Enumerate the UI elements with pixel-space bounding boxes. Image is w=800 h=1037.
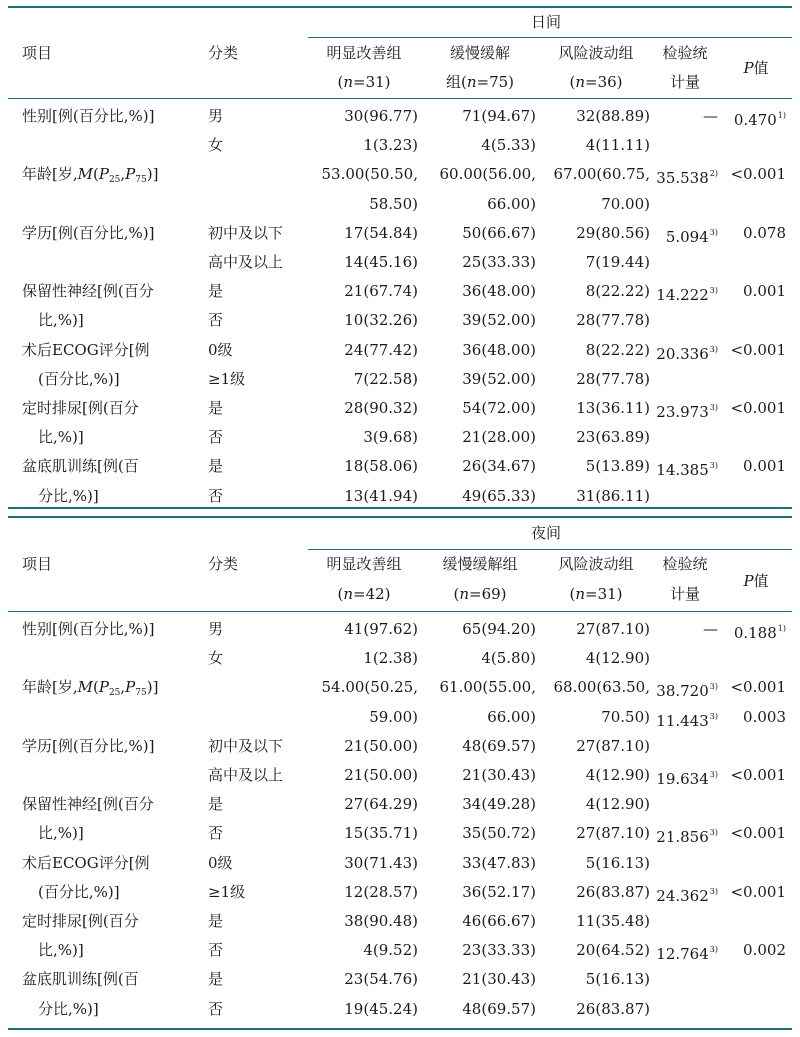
row-p: 0.470$^{1)}$ [733, 111, 786, 129]
row-item: 学历[例(百分比,%)] [22, 223, 155, 242]
row-category: 0级 [208, 340, 233, 359]
row-g1: 21(50.00) [344, 736, 418, 755]
row-category: 否 [208, 941, 224, 960]
header-g3: 风险波动组 [558, 555, 634, 573]
row-p: 0.003 [743, 707, 786, 726]
row-item: 定时排尿[例(百分 [22, 399, 139, 417]
nighttime-table [8, 516, 792, 1030]
row-g2: 54(72.00) [462, 399, 536, 417]
footnote-marker: 1) [777, 624, 786, 633]
row-g3: 8(22.22) [585, 340, 650, 359]
row-category: 女 [208, 649, 224, 668]
row-category: 是 [208, 912, 224, 930]
group-header: 日间 [530, 13, 561, 31]
row-category: 否 [208, 824, 224, 843]
row-item-cont: 比,%)] [38, 428, 84, 447]
header-stat-2: 计量 [669, 73, 700, 91]
footnote-marker: 3) [709, 403, 718, 412]
row-g1: 19(45.24) [344, 999, 418, 1018]
row-g1: 15(35.71) [344, 824, 418, 843]
row-p: 0.078 [743, 223, 786, 242]
row-g2: 21(28.00) [462, 428, 536, 447]
row-item-cont: 比,%)] [38, 824, 84, 843]
row-p: <0.001 [730, 165, 786, 184]
row-g1: 53.00(50.50, [321, 165, 418, 184]
row-category: 是 [208, 795, 224, 814]
header-category: 分类 [208, 555, 239, 573]
row-g3: 13(36.11) [576, 399, 650, 417]
row-g3: 28(77.78) [576, 311, 650, 330]
row-g1: 1(3.23) [363, 136, 418, 155]
row-stat: — [703, 620, 718, 638]
row-p: 0.002 [743, 941, 786, 960]
row-g2: 39(52.00) [462, 311, 536, 330]
row-item: 盆底肌训练[例(百 [22, 970, 139, 989]
row-g3: 31(86.11) [576, 486, 650, 505]
top-rule [8, 6, 792, 8]
row-g3: 4(12.90) [585, 766, 650, 784]
row-g1: 28(90.32) [344, 399, 418, 417]
row-category: 0级 [208, 853, 233, 872]
row-stat: 19.634$^{3)}$ [656, 770, 718, 788]
row-p: <0.001 [730, 399, 786, 417]
row-category: 是 [208, 970, 224, 989]
row-p: 0.001 [743, 282, 786, 301]
row-stat: 20.336$^{3)}$ [656, 344, 718, 363]
row-g3: 20(64.52) [576, 941, 650, 960]
row-item-cont: 分比,%)] [38, 486, 99, 505]
header-p-value: P值 [743, 59, 769, 77]
row-g1: 10(32.26) [344, 311, 418, 330]
row-g2: 4(5.33) [481, 136, 536, 155]
header-g1-n: (n=31) [337, 73, 391, 91]
row-stat: 11.443$^{3)}$ [656, 711, 718, 730]
row-g1: 41(97.62) [344, 620, 418, 638]
row-item: 术后ECOG评分[例 [22, 340, 150, 359]
row-category: 是 [208, 282, 224, 301]
top-rule [8, 516, 792, 518]
row-g1: 14(45.16) [344, 253, 418, 271]
row-item: 性别[例(百分比,%)] [22, 107, 155, 125]
age-label: 年龄[岁$,M(P_{25},P_{75})$] [22, 678, 159, 698]
footnote-marker: 3) [709, 711, 718, 721]
footnote-marker: 3) [709, 227, 718, 237]
row-category: 高中及以上 [208, 253, 284, 271]
row-g1: 3(9.68) [363, 428, 418, 447]
row-stat: 24.362$^{3)}$ [656, 886, 718, 905]
footnote-marker: 2) [709, 169, 718, 179]
row-g3: 68.00(63.50, [553, 678, 650, 697]
row-g1: 24(77.42) [344, 340, 418, 359]
row-g2: 61.00(55.00, [439, 678, 536, 697]
row-category: 否 [208, 999, 224, 1018]
row-g1: 12(28.57) [344, 882, 418, 901]
header-g1-n: (n=42) [337, 585, 391, 603]
row-g3: 67.00(60.75, [553, 165, 650, 184]
row-g3: 28(77.78) [576, 369, 650, 388]
row-stat: 38.720$^{3)}$ [656, 682, 718, 701]
row-g2: 50(66.67) [462, 223, 536, 242]
row-g1: 21(67.74) [344, 282, 418, 301]
age-label: 年龄[岁$,M(P_{25},P_{75})$] [22, 165, 159, 185]
row-g3: 4(12.90) [585, 795, 650, 814]
row-g2: 35(50.72) [462, 824, 536, 843]
row-p: <0.001 [730, 766, 786, 784]
row-g2: 21(30.43) [462, 766, 536, 784]
row-p: <0.001 [730, 882, 786, 901]
header-category: 分类 [208, 44, 239, 62]
row-g3: 26(83.87) [576, 999, 650, 1018]
row-stat: 21.856$^{3)}$ [656, 828, 718, 847]
footnote-marker: 3) [709, 461, 718, 471]
row-item-cont: 比,%)] [38, 941, 84, 960]
row-category: 否 [208, 311, 224, 330]
row-g3: 27(87.10) [576, 824, 650, 843]
row-g2: 65(94.20) [462, 620, 536, 638]
row-item: 术后ECOG评分[例 [22, 853, 150, 872]
row-category: 初中及以下 [208, 223, 284, 242]
row-category: ≥1级 [208, 882, 246, 901]
header-g2-n: 组(n=75) [445, 73, 515, 91]
row-g1: 58.50) [369, 194, 418, 213]
row-g3: 8(22.22) [585, 282, 650, 301]
row-g3: 4(11.11) [585, 136, 650, 155]
row-g3: 29(80.56) [576, 223, 650, 242]
row-g2: 36(48.00) [462, 282, 536, 301]
bottom-rule [8, 1028, 792, 1030]
footnote-marker: 3) [709, 344, 718, 354]
row-g2: 49(65.33) [462, 486, 536, 505]
footnote-marker: 3) [709, 828, 718, 838]
row-category: 高中及以上 [208, 766, 284, 784]
row-g1: 13(41.94) [344, 486, 418, 505]
row-g3: 5(16.13) [585, 970, 650, 989]
row-stat: — [703, 107, 718, 125]
row-stat: 5.094$^{3)}$ [665, 227, 718, 246]
row-g1: 7(22.58) [353, 369, 418, 388]
row-g3: 27(87.10) [576, 620, 650, 638]
header-g2-n: (n=69) [453, 585, 507, 603]
row-item-cont: 比,%)] [38, 311, 84, 330]
row-g1: 18(58.06) [344, 457, 418, 476]
row-p: 0.188$^{1)}$ [733, 624, 786, 642]
footnote-marker: 3) [709, 682, 718, 692]
row-g2: 33(47.83) [462, 853, 536, 872]
row-item: 保留性神经[例(百分 [22, 795, 154, 814]
row-category: 是 [208, 457, 224, 476]
row-p: <0.001 [730, 340, 786, 359]
row-p: <0.001 [730, 824, 786, 843]
row-g3: 32(88.89) [576, 107, 650, 125]
row-category: 男 [208, 620, 224, 638]
row-g1: 27(64.29) [344, 795, 418, 814]
row-stat: 12.764$^{3)}$ [656, 945, 718, 964]
row-g2: 66.00) [487, 194, 536, 213]
header-rule [8, 98, 792, 99]
row-g1: 30(96.77) [344, 107, 418, 125]
row-item-cont: (百分比,%)] [38, 369, 120, 388]
header-stat: 检验统 [662, 555, 708, 573]
row-item: 保留性神经[例(百分 [22, 282, 154, 301]
row-g2: 4(5.80) [481, 649, 536, 668]
row-g2: 21(30.43) [462, 970, 536, 989]
row-g3: 4(12.90) [585, 649, 650, 668]
row-g1: 54.00(50.25, [321, 678, 418, 697]
row-stat: 35.538$^{2)}$ [656, 169, 718, 188]
footnote-marker: 3) [709, 945, 718, 955]
header-item: 项目 [22, 555, 53, 573]
row-g3: 70.00) [601, 194, 650, 213]
row-g1: 21(50.00) [344, 766, 418, 784]
row-g1: 17(54.84) [344, 223, 418, 242]
header-g2: 缓慢缓解 [449, 44, 510, 62]
row-item: 性别[例(百分比,%)] [22, 620, 155, 638]
row-category: 女 [208, 136, 224, 155]
header-stat: 检验统 [662, 44, 708, 62]
row-item-cont: 分比,%)] [38, 999, 99, 1018]
header-item: 项目 [22, 44, 53, 62]
row-p: <0.001 [730, 678, 786, 697]
row-g1: 1(2.38) [363, 649, 418, 668]
row-g3: 5(13.89) [585, 457, 650, 476]
row-g2: 71(94.67) [462, 107, 536, 125]
row-category: ≥1级 [208, 369, 246, 388]
row-category: 否 [208, 486, 224, 505]
row-g2: 60.00(56.00, [439, 165, 536, 184]
row-item: 定时排尿[例(百分 [22, 912, 139, 930]
row-g2: 36(52.17) [462, 882, 536, 901]
footnote-marker: 1) [777, 111, 786, 120]
row-g2: 48(69.57) [462, 736, 536, 755]
row-category: 初中及以下 [208, 736, 284, 755]
row-g1: 4(9.52) [363, 941, 418, 960]
row-g1: 59.00) [369, 707, 418, 726]
daytime-table [8, 6, 792, 509]
row-g2: 36(48.00) [462, 340, 536, 359]
header-g2: 缓慢缓解组 [442, 555, 518, 573]
row-item-cont: (百分比,%)] [38, 882, 120, 901]
header-g3-n: (n=36) [569, 73, 623, 91]
row-g1: 30(71.43) [344, 853, 418, 872]
row-g2: 23(33.33) [462, 941, 536, 960]
row-g3: 7(19.44) [585, 253, 650, 271]
row-stat: 14.222$^{3)}$ [656, 286, 718, 305]
row-g3: 5(16.13) [585, 853, 650, 872]
row-item: 学历[例(百分比,%)] [22, 736, 155, 755]
row-stat: 14.385$^{3)}$ [656, 461, 718, 480]
header-rule [8, 611, 792, 612]
row-g3: 23(63.89) [576, 428, 650, 447]
row-p: 0.001 [743, 457, 786, 476]
row-g2: 48(69.57) [462, 999, 536, 1018]
group-subrule [308, 37, 792, 38]
row-g2: 39(52.00) [462, 369, 536, 388]
footnote-marker: 3) [709, 770, 718, 779]
row-stat: 23.973$^{3)}$ [656, 403, 718, 421]
row-g3: 27(87.10) [576, 736, 650, 755]
row-item: 盆底肌训练[例(百 [22, 457, 139, 476]
row-g1: 23(54.76) [344, 970, 418, 989]
row-category: 否 [208, 428, 224, 447]
row-g3: 26(83.87) [576, 882, 650, 901]
bottom-rule [8, 507, 792, 509]
header-g3-n: (n=31) [569, 585, 623, 603]
row-g2: 26(34.67) [462, 457, 536, 476]
group-subrule [308, 549, 792, 550]
row-category: 男 [208, 107, 224, 125]
row-g2: 46(66.67) [462, 912, 536, 930]
header-g1: 明显改善组 [326, 44, 402, 62]
footnote-marker: 3) [709, 886, 718, 896]
row-g2: 34(49.28) [462, 795, 536, 814]
header-p-value: P值 [743, 572, 769, 590]
header-g3: 风险波动组 [558, 44, 634, 62]
header-stat-2: 计量 [669, 585, 700, 603]
row-g2: 66.00) [487, 707, 536, 726]
footnote-marker: 3) [709, 286, 718, 296]
group-header: 夜间 [530, 524, 561, 542]
row-category: 是 [208, 399, 224, 417]
row-g2: 25(33.33) [462, 253, 536, 271]
row-g3: 70.50) [601, 707, 650, 726]
row-g3: 11(35.48) [576, 912, 650, 930]
row-g1: 38(90.48) [344, 912, 418, 930]
header-g1: 明显改善组 [326, 555, 402, 573]
